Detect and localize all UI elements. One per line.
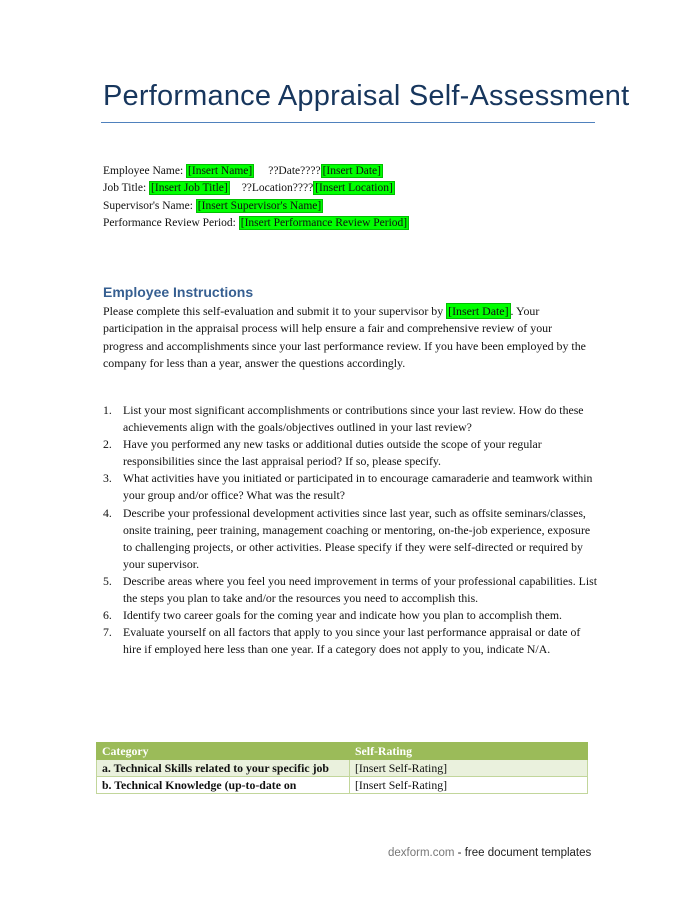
document-title: Performance Appraisal Self-Assessment — [103, 80, 630, 112]
table-row — [97, 760, 588, 777]
question-item — [103, 607, 597, 624]
job-title-placeholder[interactable]: [Insert Job Title] — [151, 182, 228, 195]
question-text: What activities have you initiated or participated in to encourage camaraderie and teamwork within your group and/or office? What was the result? — [123, 471, 593, 503]
question-item — [103, 436, 597, 470]
question-number: 5. — [103, 573, 112, 588]
header-fields — [103, 163, 409, 232]
instructions-text-after: . Your participation in the appraisal process will help ensure a fair and comprehensive review of your progress and accomplishments since your last performance review. If you have been employed by the company for less than a year, answer the questions accordingly. — [103, 304, 586, 370]
supervisor-label: Supervisor's Name: — [103, 199, 196, 212]
category-cell: b. Technical Knowledge (up-to-date on — [97, 777, 350, 794]
question-number: 6. — [103, 608, 112, 623]
question-text: Have you performed any new tasks or additional duties outside the scope of your regular responsibilities since the last appraisal period? If so, please specify. — [123, 437, 542, 469]
question-item — [103, 573, 597, 607]
location-placeholder[interactable]: [Insert Location] — [315, 182, 393, 195]
title-underline — [101, 122, 595, 123]
rating-cell[interactable]: [Insert Self-Rating] — [350, 777, 588, 794]
question-item — [103, 470, 597, 504]
instructions-text-before: Please complete this self-evaluation and submit it to your supervisor by — [103, 304, 447, 318]
question-text: Evaluate yourself on all factors that apply to you since your last performance appraisal or date of hire if employed here less than one year. If a category does not apply to you, indicate N/A. — [123, 625, 581, 657]
field-row-review-period — [103, 215, 409, 232]
instructions-heading: Employee Instructions — [103, 284, 254, 300]
footer-tagline: - free document templates — [454, 847, 592, 859]
date-placeholder[interactable]: [Insert Date] — [322, 165, 381, 177]
question-number: 4. — [103, 505, 112, 520]
table-header-row — [97, 743, 588, 760]
footer-brand-link[interactable]: dexform.com — [388, 847, 455, 859]
field-row-job-location — [103, 180, 409, 197]
employee-name-label: Employee Name: — [103, 165, 187, 177]
question-item — [103, 505, 597, 573]
category-cell: a. Technical Skills related to your specific job — [97, 760, 350, 777]
date-label: ??Date???? — [268, 165, 321, 177]
self-rating-table — [96, 742, 588, 794]
footer-attribution — [388, 847, 591, 859]
location-label: ??Location???? — [241, 182, 314, 195]
question-number: 1. — [103, 403, 112, 417]
employee-name-placeholder[interactable]: [Insert Name] — [188, 165, 253, 177]
question-number: 7. — [103, 625, 112, 640]
question-text: List your most significant accomplishments or contributions since your last review. How do these achievements align with the goals/objectives outlined in your last review? — [123, 403, 584, 435]
question-text: Identify two career goals for the coming year and indicate how you plan to accomplish them. — [123, 608, 562, 623]
question-number: 3. — [103, 471, 112, 486]
table-row — [97, 777, 588, 794]
question-text: Describe areas where you feel you need improvement in terms of your professional capabilities. List the steps you plan to take and/or the resources you need to accomplish this. — [123, 573, 598, 606]
instructions-paragraph — [103, 303, 595, 372]
column-header-self-rating: Self-Rating — [350, 743, 588, 760]
questions-list — [103, 402, 597, 658]
supervisor-placeholder[interactable]: [Insert Supervisor's Name] — [197, 199, 322, 212]
review-period-placeholder[interactable]: [Insert Performance Review Period] — [240, 216, 408, 229]
question-item — [103, 402, 597, 436]
job-title-label: Job Title: — [103, 182, 150, 195]
column-header-category: Category — [97, 743, 350, 760]
rating-cell[interactable]: [Insert Self-Rating] — [350, 760, 588, 777]
question-item — [103, 624, 597, 658]
field-row-supervisor — [103, 198, 409, 215]
question-text: Describe your professional development activities since last year, such as offsite seminars/classes, onsite training, peer training, management coaching or mentoring, on-the-job experience, exposure to challenging projects, or other activities. Please specify if they were self-directed or required by your supervisor. — [123, 505, 591, 571]
field-row-name-date — [103, 163, 409, 180]
submit-date-placeholder[interactable]: [Insert Date] — [448, 304, 509, 318]
question-number: 2. — [103, 437, 112, 452]
review-period-label: Performance Review Period: — [103, 216, 239, 229]
